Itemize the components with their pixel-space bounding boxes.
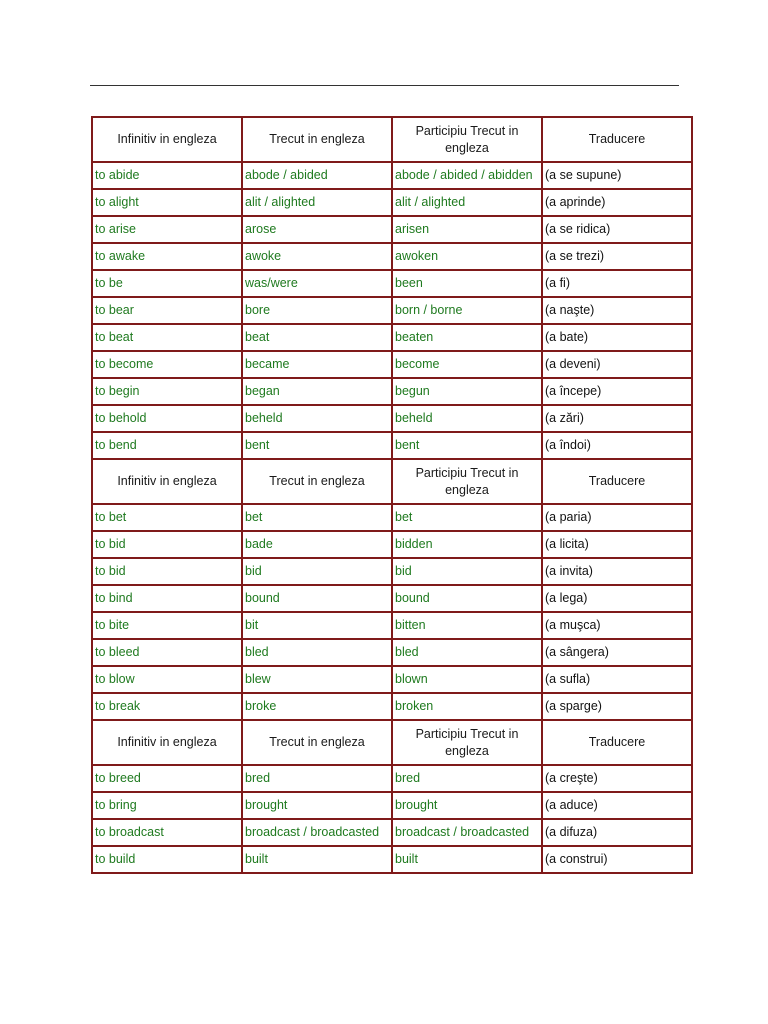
infinitive-cell: to arise xyxy=(92,216,242,243)
past-tense-cell: bit xyxy=(242,612,392,639)
past-participle-cell: bid xyxy=(392,558,542,585)
past-participle-cell: beaten xyxy=(392,324,542,351)
past-participle-cell: bred xyxy=(392,765,542,792)
translation-cell: (a lega) xyxy=(542,585,692,612)
infinitive-cell: to build xyxy=(92,846,242,873)
table-row xyxy=(92,162,692,189)
header-infinitive: Infinitiv in engleza xyxy=(92,720,242,765)
infinitive-cell: to break xyxy=(92,693,242,720)
table-header-row xyxy=(92,720,692,765)
translation-cell: (a deveni) xyxy=(542,351,692,378)
table-row xyxy=(92,531,692,558)
table-row xyxy=(92,639,692,666)
translation-cell: (a aprinde) xyxy=(542,189,692,216)
past-participle-cell: broken xyxy=(392,693,542,720)
infinitive-cell: to become xyxy=(92,351,242,378)
translation-cell: (a se ridica) xyxy=(542,216,692,243)
past-participle-cell: bitten xyxy=(392,612,542,639)
translation-cell: (a zări) xyxy=(542,405,692,432)
table-row xyxy=(92,765,692,792)
infinitive-cell: to behold xyxy=(92,405,242,432)
translation-cell: (a aduce) xyxy=(542,792,692,819)
past-participle-cell: blown xyxy=(392,666,542,693)
table-row xyxy=(92,432,692,459)
infinitive-cell: to breed xyxy=(92,765,242,792)
past-tense-cell: bred xyxy=(242,765,392,792)
past-tense-cell: bled xyxy=(242,639,392,666)
past-tense-cell: broke xyxy=(242,693,392,720)
table-row xyxy=(92,297,692,324)
past-tense-cell: blew xyxy=(242,666,392,693)
infinitive-cell: to bet xyxy=(92,504,242,531)
translation-cell: (a începe) xyxy=(542,378,692,405)
past-tense-cell: broadcast / broadcasted xyxy=(242,819,392,846)
infinitive-cell: to alight xyxy=(92,189,242,216)
past-participle-cell: broadcast / broadcasted xyxy=(392,819,542,846)
past-tense-cell: was/were xyxy=(242,270,392,297)
past-tense-cell: bid xyxy=(242,558,392,585)
past-participle-cell: bent xyxy=(392,432,542,459)
past-tense-cell: arose xyxy=(242,216,392,243)
past-participle-cell: bled xyxy=(392,639,542,666)
translation-cell: (a invita) xyxy=(542,558,692,585)
infinitive-cell: to beat xyxy=(92,324,242,351)
past-tense-cell: abode / abided xyxy=(242,162,392,189)
past-tense-cell: bound xyxy=(242,585,392,612)
past-tense-cell: alit / alighted xyxy=(242,189,392,216)
table-row xyxy=(92,819,692,846)
infinitive-cell: to bend xyxy=(92,432,242,459)
header-past: Trecut in engleza xyxy=(242,459,392,504)
table-row xyxy=(92,351,692,378)
translation-cell: (a se supune) xyxy=(542,162,692,189)
past-participle-cell: bound xyxy=(392,585,542,612)
past-participle-cell: arisen xyxy=(392,216,542,243)
past-participle-cell: brought xyxy=(392,792,542,819)
infinitive-cell: to bring xyxy=(92,792,242,819)
past-tense-cell: became xyxy=(242,351,392,378)
table-row xyxy=(92,846,692,873)
table-row xyxy=(92,189,692,216)
table-row xyxy=(92,216,692,243)
table-row xyxy=(92,405,692,432)
header-translation: Traducere xyxy=(542,720,692,765)
infinitive-cell: to awake xyxy=(92,243,242,270)
translation-cell: (a construi) xyxy=(542,846,692,873)
table-row xyxy=(92,270,692,297)
past-tense-cell: brought xyxy=(242,792,392,819)
past-participle-cell: bet xyxy=(392,504,542,531)
header-translation: Traducere xyxy=(542,117,692,162)
past-participle-cell: awoken xyxy=(392,243,542,270)
table-row xyxy=(92,585,692,612)
past-participle-cell: alit / alighted xyxy=(392,189,542,216)
past-tense-cell: began xyxy=(242,378,392,405)
infinitive-cell: to bind xyxy=(92,585,242,612)
table-row xyxy=(92,504,692,531)
header-infinitive: Infinitiv in engleza xyxy=(92,459,242,504)
table-row xyxy=(92,612,692,639)
header-past: Trecut in engleza xyxy=(242,720,392,765)
translation-cell: (a bate) xyxy=(542,324,692,351)
translation-cell: (a sângera) xyxy=(542,639,692,666)
verbs-table-body xyxy=(92,117,692,873)
header-participle: Participiu Trecut in engleza xyxy=(392,459,542,504)
infinitive-cell: to be xyxy=(92,270,242,297)
table-row xyxy=(92,324,692,351)
header-infinitive: Infinitiv in engleza xyxy=(92,117,242,162)
translation-cell: (a fi) xyxy=(542,270,692,297)
past-participle-cell: begun xyxy=(392,378,542,405)
past-participle-cell: become xyxy=(392,351,542,378)
infinitive-cell: to bleed xyxy=(92,639,242,666)
infinitive-cell: to broadcast xyxy=(92,819,242,846)
infinitive-cell: to bite xyxy=(92,612,242,639)
past-participle-cell: bidden xyxy=(392,531,542,558)
table-row xyxy=(92,378,692,405)
translation-cell: (a licita) xyxy=(542,531,692,558)
table-header-row xyxy=(92,459,692,504)
past-participle-cell: beheld xyxy=(392,405,542,432)
translation-cell: (a îndoi) xyxy=(542,432,692,459)
infinitive-cell: to bid xyxy=(92,531,242,558)
translation-cell: (a naşte) xyxy=(542,297,692,324)
past-participle-cell: built xyxy=(392,846,542,873)
infinitive-cell: to bid xyxy=(92,558,242,585)
table-row xyxy=(92,243,692,270)
past-tense-cell: built xyxy=(242,846,392,873)
translation-cell: (a difuza) xyxy=(542,819,692,846)
past-tense-cell: beat xyxy=(242,324,392,351)
past-participle-cell: been xyxy=(392,270,542,297)
translation-cell: (a sufla) xyxy=(542,666,692,693)
irregular-verbs-table xyxy=(91,116,693,874)
past-participle-cell: born / borne xyxy=(392,297,542,324)
infinitive-cell: to blow xyxy=(92,666,242,693)
past-tense-cell: bore xyxy=(242,297,392,324)
past-participle-cell: abode / abided / abidden xyxy=(392,162,542,189)
infinitive-cell: to bear xyxy=(92,297,242,324)
table-row xyxy=(92,666,692,693)
past-tense-cell: awoke xyxy=(242,243,392,270)
past-tense-cell: bent xyxy=(242,432,392,459)
table-row xyxy=(92,792,692,819)
translation-cell: (a creşte) xyxy=(542,765,692,792)
infinitive-cell: to abide xyxy=(92,162,242,189)
header-translation: Traducere xyxy=(542,459,692,504)
translation-cell: (a paria) xyxy=(542,504,692,531)
table-row xyxy=(92,693,692,720)
table-row xyxy=(92,558,692,585)
infinitive-cell: to begin xyxy=(92,378,242,405)
table-header-row xyxy=(92,117,692,162)
translation-cell: (a se trezi) xyxy=(542,243,692,270)
header-past: Trecut in engleza xyxy=(242,117,392,162)
translation-cell: (a muşca) xyxy=(542,612,692,639)
translation-cell: (a sparge) xyxy=(542,693,692,720)
past-tense-cell: bade xyxy=(242,531,392,558)
header-participle: Participiu Trecut in engleza xyxy=(392,117,542,162)
header-participle: Participiu Trecut in engleza xyxy=(392,720,542,765)
past-tense-cell: beheld xyxy=(242,405,392,432)
past-tense-cell: bet xyxy=(242,504,392,531)
top-horizontal-rule xyxy=(90,85,679,86)
